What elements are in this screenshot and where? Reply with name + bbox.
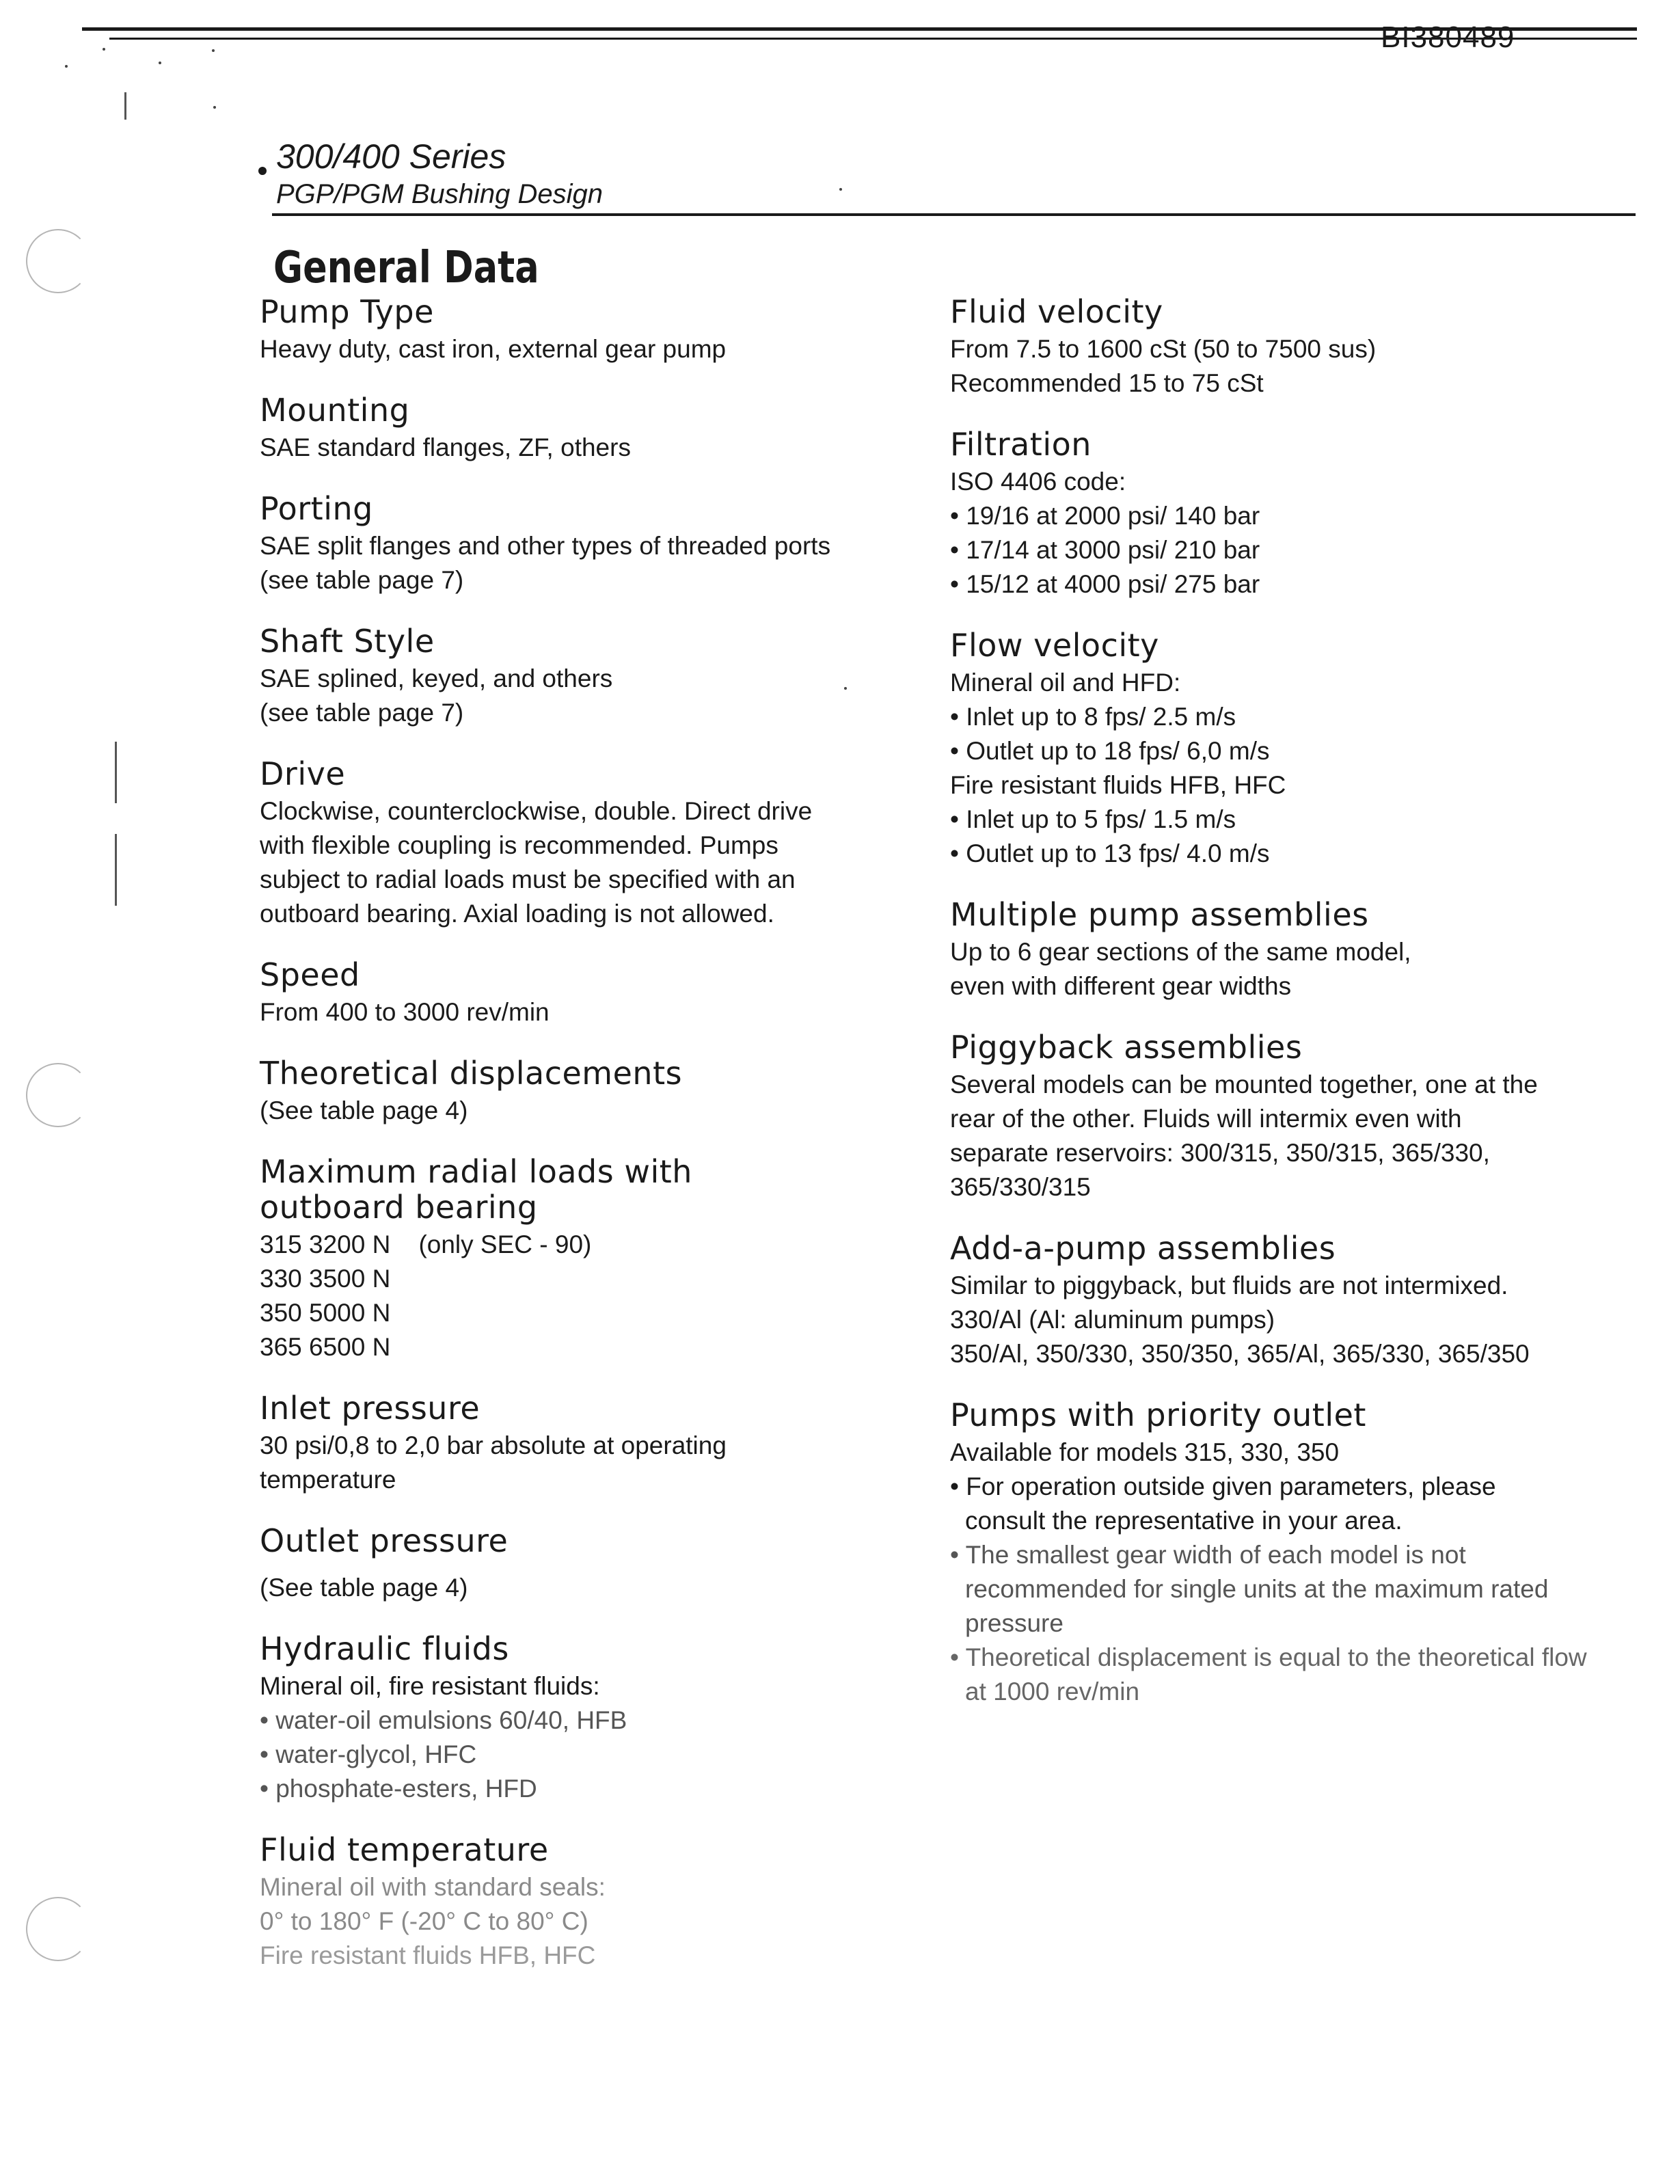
section-heading: Porting — [260, 490, 373, 527]
section-heading: Shaft Style — [260, 623, 435, 660]
list-item: • For operation outside given parameters, please consult the representative in your area. — [950, 1470, 1567, 1538]
section-text: 0° to 180° F (-20° C to 80° C) — [260, 1907, 588, 1935]
section-text: separate reservoirs: 300/315, 350/315, 365/330, — [950, 1139, 1490, 1167]
right-column — [950, 294, 1634, 1735]
binder-hole — [26, 1897, 90, 1961]
left-column — [260, 294, 930, 1999]
section-text: 315 3200 N (only SEC - 90) — [260, 1230, 592, 1258]
section-heading: Speed — [260, 956, 360, 993]
section-heading: Theoretical displacements — [260, 1055, 683, 1092]
section-text: with flexible coupling is recommended. Pumps — [260, 831, 778, 859]
section-radial-loads — [260, 1154, 930, 1364]
section-text: (see table page 7) — [260, 699, 464, 727]
section-text: rear of the other. Fluids will intermix even with — [950, 1105, 1462, 1133]
section-text: Up to 6 gear sections of the same model, — [950, 938, 1411, 966]
section-shaft-style — [260, 623, 930, 730]
section-text: From 400 to 3000 rev/min — [260, 998, 550, 1026]
scan-speck — [65, 65, 68, 68]
margin-mark — [115, 834, 117, 906]
section-text: Mineral oil, fire resistant fluids: — [260, 1672, 600, 1700]
list-item: • The smallest gear width of each model is not recommended for single units at the maximum rated pressure — [950, 1538, 1567, 1641]
section-text: (See table page 4) — [260, 1574, 468, 1602]
list-item: • Outlet up to 18 fps/ 6,0 m/s — [950, 734, 1634, 768]
section-inlet-pressure — [260, 1390, 930, 1497]
section-heading: Drive — [260, 755, 346, 792]
section-heading: Fluid velocity — [950, 293, 1163, 330]
series-title: 300/400 Series — [276, 137, 506, 176]
section-heading: Filtration — [950, 426, 1092, 463]
section-heading: Pump Type — [260, 293, 434, 330]
section-priority-outlet — [950, 1397, 1634, 1709]
section-text: SAE standard flanges, ZF, others — [260, 433, 631, 461]
bullet-mark — [258, 167, 267, 175]
section-flow-velocity — [950, 628, 1634, 871]
scan-speck — [213, 106, 216, 109]
section-text: SAE splined, keyed, and others — [260, 664, 613, 692]
section-text: 330/Al (Al: aluminum pumps) — [950, 1306, 1275, 1334]
section-fluid-velocity — [950, 294, 1634, 401]
section-heading-line2: outboard bearing — [260, 1189, 538, 1226]
section-text: 365 6500 N — [260, 1333, 391, 1361]
section-heading: Piggyback assemblies — [950, 1029, 1303, 1066]
section-text: even with different gear widths — [950, 972, 1292, 1000]
section-text: 30 psi/0,8 to 2,0 bar absolute at operating — [260, 1431, 727, 1459]
list-item: • Inlet up to 5 fps/ 1.5 m/s — [950, 803, 1634, 837]
scan-speck — [103, 48, 105, 51]
section-heading: Mounting — [260, 392, 410, 429]
section-heading: Outlet pressure — [260, 1522, 509, 1559]
section-heading: Multiple pump assemblies — [950, 896, 1369, 933]
section-mounting — [260, 392, 930, 465]
section-text: (see table page 7) — [260, 566, 464, 594]
section-speed — [260, 957, 930, 1029]
margin-mark — [124, 92, 126, 120]
section-fluid-temperature — [260, 1832, 930, 1973]
section-drive — [260, 756, 930, 931]
list-item: • 17/14 at 3000 psi/ 210 bar — [950, 533, 1634, 567]
section-hydraulic-fluids — [260, 1631, 930, 1806]
section-porting — [260, 491, 930, 597]
binder-hole — [26, 229, 90, 293]
section-text: 350 5000 N — [260, 1299, 391, 1327]
section-text: ISO 4406 code: — [950, 468, 1126, 496]
section-text: Similar to piggyback, but fluids are not intermixed. — [950, 1271, 1508, 1299]
section-text: Several models can be mounted together, one at the — [950, 1070, 1538, 1098]
section-heading: Add-a-pump assemblies — [950, 1230, 1336, 1267]
section-heading: Hydraulic fluids — [260, 1630, 509, 1667]
section-text: Available for models 315, 330, 350 — [950, 1438, 1340, 1466]
section-text: SAE split flanges and other types of threaded ports — [260, 532, 831, 560]
section-text: subject to radial loads must be specified with an — [260, 865, 796, 893]
section-text: temperature — [260, 1466, 396, 1494]
list-item: • phosphate-esters, HFD — [260, 1772, 930, 1806]
section-text: Mineral oil and HFD: — [950, 669, 1181, 697]
section-text: Recommended 15 to 75 cSt — [950, 369, 1264, 397]
section-text: 365/330/315 — [950, 1173, 1091, 1201]
section-pump-type — [260, 294, 930, 366]
scan-speck — [839, 188, 842, 191]
list-item: • 15/12 at 4000 psi/ 275 bar — [950, 567, 1634, 602]
section-text: Clockwise, counterclockwise, double. Direct drive — [260, 797, 813, 825]
scan-speck — [212, 49, 215, 52]
list-item: • Outlet up to 13 fps/ 4.0 m/s — [950, 837, 1634, 871]
section-piggyback-assemblies — [950, 1029, 1634, 1204]
binder-hole — [26, 1063, 90, 1127]
section-outlet-pressure — [260, 1523, 930, 1605]
list-item: • 19/16 at 2000 psi/ 140 bar — [950, 499, 1634, 533]
document-id: BI380489 — [1381, 21, 1515, 54]
section-heading: Fluid temperature — [260, 1831, 549, 1868]
section-text: Mineral oil with standard seals: — [260, 1873, 606, 1901]
section-heading: Flow velocity — [950, 627, 1159, 664]
page-title: General Data — [273, 243, 539, 293]
list-item: • Theoretical displacement is equal to the theoretical flow at 1000 rev/min — [950, 1641, 1601, 1709]
section-multiple-pump-assemblies — [950, 897, 1634, 1003]
section-text: 350/Al, 350/330, 350/350, 365/Al, 365/330, 365/350 — [950, 1340, 1530, 1368]
section-text: Fire resistant fluids HFB, HFC — [260, 1941, 596, 1969]
section-heading: Pumps with priority outlet — [950, 1397, 1366, 1433]
list-item: • Inlet up to 8 fps/ 2.5 m/s — [950, 700, 1634, 734]
section-heading: Inlet pressure — [260, 1390, 480, 1427]
section-text: Heavy duty, cast iron, external gear pump — [260, 335, 727, 363]
section-text: 330 3500 N — [260, 1265, 391, 1293]
section-text: (See table page 4) — [260, 1096, 468, 1124]
scan-speck — [159, 62, 161, 64]
section-theoretical-displacements — [260, 1055, 930, 1128]
margin-mark — [115, 742, 117, 803]
section-heading: Maximum radial loads with — [260, 1153, 692, 1190]
list-item: • water-oil emulsions 60/40, HFB — [260, 1703, 930, 1738]
section-add-a-pump-assemblies — [950, 1230, 1634, 1371]
section-filtration — [950, 427, 1634, 602]
list-item: • water-glycol, HFC — [260, 1738, 930, 1772]
section-text: Fire resistant fluids HFB, HFC — [950, 771, 1286, 799]
section-text: From 7.5 to 1600 cSt (50 to 7500 sus) — [950, 335, 1377, 363]
header-rule — [272, 213, 1636, 216]
section-text: outboard bearing. Axial loading is not allowed. — [260, 900, 774, 928]
series-subtitle: PGP/PGM Bushing Design — [276, 179, 603, 209]
